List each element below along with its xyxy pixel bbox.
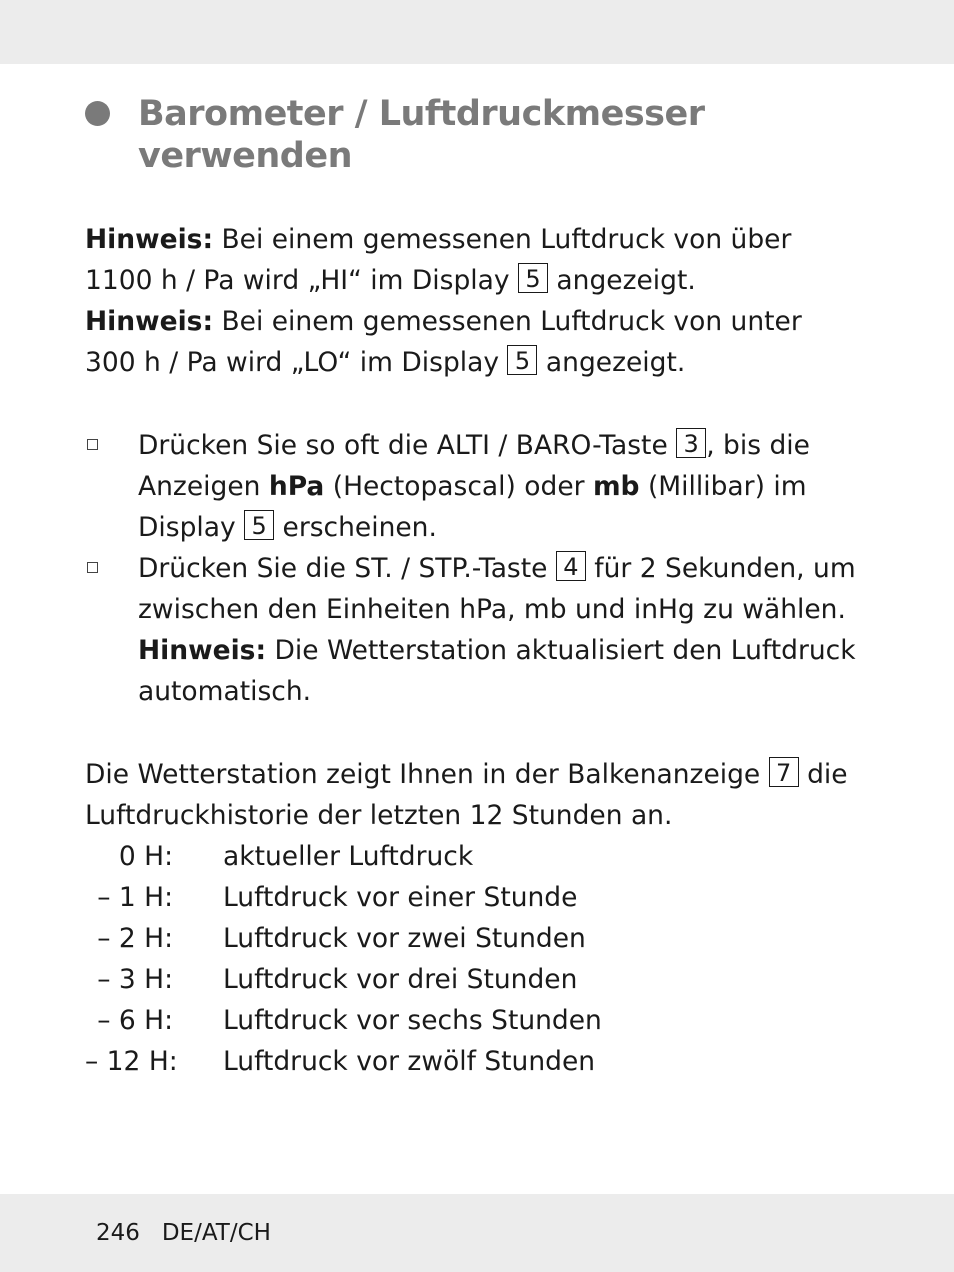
note-text: Bei einem gemessenen Luftdruck von unter bbox=[213, 306, 802, 337]
note-text: angezeigt. bbox=[547, 265, 696, 296]
region-code: DE/AT/CH bbox=[161, 1220, 271, 1246]
note-label: Hinweis: bbox=[138, 635, 267, 666]
section-title bbox=[138, 93, 918, 177]
step-item-st-stp bbox=[85, 548, 905, 712]
display-ref-box: 5 bbox=[507, 345, 537, 375]
step-text: Drücken Sie so oft die ALTI / BARO-Taste bbox=[138, 430, 677, 461]
button-ref-box: 3 bbox=[676, 428, 706, 458]
history-desc: Luftdruck vor zwei Stunden bbox=[223, 923, 586, 954]
step-text: Display bbox=[138, 512, 245, 543]
step-text: Anzeigen bbox=[138, 471, 269, 502]
checkbox-icon bbox=[87, 562, 98, 573]
section-title-line1: Barometer / Luftdruckmesser bbox=[138, 94, 705, 134]
step-text: , bis die bbox=[706, 430, 810, 461]
intro-text: die bbox=[798, 759, 848, 790]
history-desc: aktueller Luftdruck bbox=[223, 841, 474, 872]
history-key: – 6 H: bbox=[97, 1005, 173, 1036]
history-key: 0 H: bbox=[118, 841, 173, 872]
intro-text: Die Wetterstation zeigt Ihnen in der Balkenanzeige bbox=[85, 759, 769, 790]
intro-text: Luftdruckhistorie der letzten 12 Stunden an. bbox=[85, 800, 673, 831]
step-text: für 2 Sekunden, um bbox=[585, 553, 856, 584]
note-text: Die Wetterstation aktualisiert den Luftdruck bbox=[266, 635, 856, 666]
step-item-alti-baro bbox=[85, 425, 905, 548]
history-row bbox=[85, 1041, 785, 1082]
note-label: Hinweis: bbox=[85, 224, 214, 255]
unit-mb: mb bbox=[592, 471, 640, 502]
note-hi bbox=[85, 219, 885, 301]
note-lo bbox=[85, 301, 885, 383]
step-text: Drücken Sie die ST. / STP.-Taste bbox=[138, 553, 556, 584]
note-text: 300 h / Pa wird „LO“ im Display bbox=[85, 347, 508, 378]
history-key: – 1 H: bbox=[97, 882, 173, 913]
section-title-line2: verwenden bbox=[138, 136, 353, 176]
history-row bbox=[85, 1000, 785, 1041]
note-text: Bei einem gemessenen Luftdruck von über bbox=[213, 224, 792, 255]
history-desc: Luftdruck vor zwölf Stunden bbox=[223, 1046, 596, 1077]
history-desc: Luftdruck vor drei Stunden bbox=[223, 964, 578, 995]
page-number: 246 bbox=[96, 1220, 140, 1246]
checkbox-icon bbox=[87, 439, 98, 450]
step-text: zwischen den Einheiten hPa, mb und inHg zu wählen. bbox=[138, 594, 846, 625]
bar-display-ref-box: 7 bbox=[769, 757, 799, 787]
history-key: – 3 H: bbox=[97, 964, 173, 995]
history-row bbox=[85, 877, 785, 918]
history-list bbox=[85, 836, 785, 1082]
history-key: – 2 H: bbox=[97, 923, 173, 954]
button-ref-box: 4 bbox=[556, 551, 586, 581]
step-text: (Millibar) im bbox=[639, 471, 807, 502]
history-intro bbox=[85, 754, 885, 836]
note-text: automatisch. bbox=[138, 676, 312, 707]
history-desc: Luftdruck vor einer Stunde bbox=[223, 882, 578, 913]
history-desc: Luftdruck vor sechs Stunden bbox=[223, 1005, 602, 1036]
page-footer bbox=[96, 1216, 271, 1250]
history-row bbox=[85, 959, 785, 1000]
history-row bbox=[85, 918, 785, 959]
note-text: 1100 h / Pa wird „HI“ im Display bbox=[85, 265, 518, 296]
step-text: erscheinen. bbox=[274, 512, 437, 543]
section-bullet-icon bbox=[85, 101, 110, 126]
history-row bbox=[85, 836, 785, 877]
step-text: (Hectopascal) oder bbox=[324, 471, 593, 502]
note-label: Hinweis: bbox=[85, 306, 214, 337]
top-band bbox=[0, 0, 954, 64]
display-ref-box: 5 bbox=[518, 263, 548, 293]
note-text: angezeigt. bbox=[537, 347, 686, 378]
unit-hpa: hPa bbox=[268, 471, 325, 502]
display-ref-box: 5 bbox=[244, 510, 274, 540]
history-key: – 12 H: bbox=[85, 1046, 178, 1077]
